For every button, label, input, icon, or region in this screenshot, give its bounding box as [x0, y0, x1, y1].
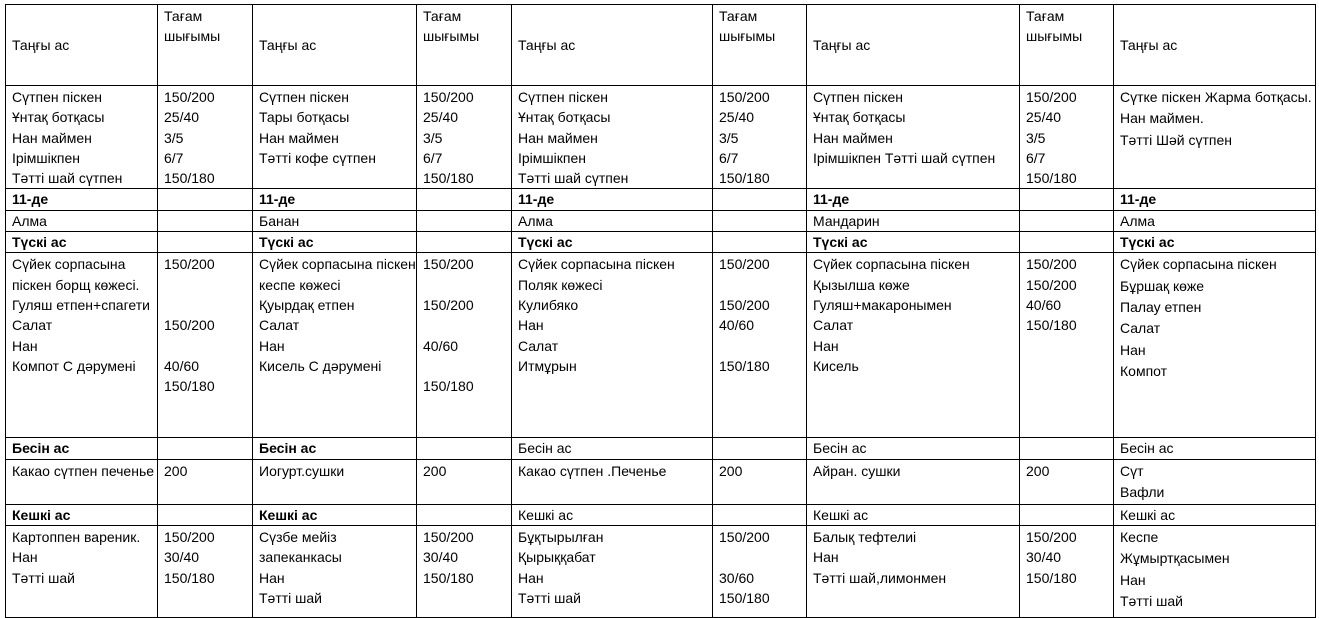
lunch-row — [6, 253, 1316, 438]
lunch-label-row — [6, 232, 1316, 253]
fruit-item: Алма — [512, 210, 713, 231]
breakfast-items: Сүтпен піскен Ұнтақ ботқасы Нан маймен Ірімшікпен Тәтті шай сүтпен — [512, 86, 713, 189]
dinner-label: Кешкі ас — [1114, 504, 1316, 525]
lunch-qty: 150/200 150/200 40/60 150/180 — [1020, 253, 1114, 438]
header-row — [6, 5, 1316, 86]
snack-label-row — [6, 438, 1316, 459]
lunch-items: Сүйек сорпасына піскен борщ көжесі. Гуляш етпен+спагети Салат Нан Компот С дәрумені — [6, 253, 158, 438]
at11-label: 11-де — [807, 189, 1020, 210]
snack-qty: 200 — [417, 459, 512, 504]
lunch-label: Түскі ас — [1114, 232, 1316, 253]
fruit-row — [6, 210, 1316, 231]
lunch-items: Сүйек сорпасына піскен кеспе көжесі Қуырдақ етпен Салат Нан Кисель С дәрумені — [253, 253, 417, 438]
empty-cell — [713, 438, 807, 459]
empty-cell — [158, 504, 253, 525]
portion-header: Тағам шығымы — [1020, 5, 1114, 86]
weekly-menu-table — [5, 4, 1316, 618]
empty-cell — [1020, 232, 1114, 253]
dinner-label: Кешкі ас — [6, 504, 158, 525]
snack-items: Сүт Вафли — [1114, 459, 1316, 504]
snack-items: Какао сүтпен печенье — [6, 459, 158, 504]
empty-cell — [713, 189, 807, 210]
snack-row — [6, 459, 1316, 504]
at11-label: 11-де — [253, 189, 417, 210]
breakfast-header: Таңғы ас — [1114, 5, 1316, 86]
breakfast-header: Таңғы ас — [253, 5, 417, 86]
lunch-qty: 150/200 150/200 40/60 150/180 — [417, 253, 512, 438]
empty-cell — [158, 232, 253, 253]
empty-cell — [713, 210, 807, 231]
dinner-label: Кешкі ас — [807, 504, 1020, 525]
dinner-qty: 150/200 30/60 150/180 — [713, 525, 807, 617]
snack-label: Бесін ас — [6, 438, 158, 459]
breakfast-qty: 150/200 25/40 3/5 6/7 150/180 — [417, 86, 512, 189]
dinner-qty: 150/200 30/40 150/180 — [1020, 525, 1114, 617]
empty-cell — [713, 504, 807, 525]
breakfast-qty: 150/200 25/40 3/5 6/7 150/180 — [713, 86, 807, 189]
lunch-qty: 150/200 150/200 40/60 150/180 — [713, 253, 807, 438]
breakfast-header: Таңғы ас — [6, 5, 158, 86]
lunch-label: Түскі ас — [807, 232, 1020, 253]
dinner-items: Сүзбе мейіз запеканкасы Нан Тәтті шай — [253, 525, 417, 617]
empty-cell — [713, 232, 807, 253]
snack-label: Бесін ас — [253, 438, 417, 459]
snack-qty: 200 — [1020, 459, 1114, 504]
breakfast-items: Сүтпен піскен Ұнтақ ботқасы Нан маймен Ірімшікпен Тәтті шай сүтпен — [807, 86, 1020, 189]
fruit-item: Алма — [6, 210, 158, 231]
dinner-qty: 150/200 30/40 150/180 — [158, 525, 253, 617]
at11-label: 11-де — [6, 189, 158, 210]
at11-label-row — [6, 189, 1316, 210]
portion-header: Тағам шығымы — [713, 5, 807, 86]
breakfast-header: Таңғы ас — [512, 5, 713, 86]
dinner-items: Картоппен вареник. Нан Тәтті шай — [6, 525, 158, 617]
empty-cell — [1020, 438, 1114, 459]
empty-cell — [417, 210, 512, 231]
dinner-items: Бұқтырылған Қырыққабат Нан Тәтті шай — [512, 525, 713, 617]
empty-cell — [417, 232, 512, 253]
breakfast-qty: 150/200 25/40 3/5 6/7 150/180 — [158, 86, 253, 189]
empty-cell — [1020, 189, 1114, 210]
breakfast-qty: 150/200 25/40 3/5 6/7 150/180 — [1020, 86, 1114, 189]
dinner-row — [6, 525, 1316, 617]
breakfast-items: Сүтпен піскен Ұнтақ ботқасы Нан маймен Ірімшікпен Тәтті шай сүтпен — [6, 86, 158, 189]
dinner-label: Кешкі ас — [512, 504, 713, 525]
dinner-items: Кеспе Жұмыртқасымен Нан Тәтті шай — [1114, 525, 1316, 617]
dinner-label: Кешкі ас — [253, 504, 417, 525]
at11-label: 11-де — [1114, 189, 1316, 210]
empty-cell — [158, 438, 253, 459]
dinner-label-row — [6, 504, 1316, 525]
lunch-items: Сүйек сорпасына піскен Бұршақ көже Палау етпен Салат Нан Компот — [1114, 253, 1316, 438]
empty-cell — [417, 438, 512, 459]
lunch-label: Түскі ас — [6, 232, 158, 253]
snack-items: Айран. сушки — [807, 459, 1020, 504]
dinner-items: Балық тефтелиі Нан Тәтті шай,лимонмен — [807, 525, 1020, 617]
breakfast-header: Таңғы ас — [807, 5, 1020, 86]
at11-label: 11-де — [512, 189, 713, 210]
empty-cell — [158, 189, 253, 210]
snack-label: Бесін ас — [1114, 438, 1316, 459]
fruit-item: Алма — [1114, 210, 1316, 231]
lunch-items: Сүйек сорпасына піскен Қызылша көже Гуляш+макаронымен Салат Нан Кисель — [807, 253, 1020, 438]
snack-items: Иогурт.сушки — [253, 459, 417, 504]
portion-header: Тағам шығымы — [417, 5, 512, 86]
breakfast-row — [6, 86, 1316, 189]
empty-cell — [1020, 210, 1114, 231]
portion-header: Тағам шығымы — [158, 5, 253, 86]
lunch-label: Түскі ас — [512, 232, 713, 253]
snack-label: Бесін ас — [807, 438, 1020, 459]
snack-qty: 200 — [158, 459, 253, 504]
fruit-item: Мандарин — [807, 210, 1020, 231]
breakfast-items: Сүтке піскен Жарма ботқасы. Нан маймен. Тәтті Шәй сүтпен — [1114, 86, 1316, 189]
lunch-qty: 150/200 150/200 40/60 150/180 — [158, 253, 253, 438]
snack-items: Какао сүтпен .Печенье — [512, 459, 713, 504]
fruit-item: Банан — [253, 210, 417, 231]
empty-cell — [1020, 504, 1114, 525]
snack-qty: 200 — [713, 459, 807, 504]
empty-cell — [158, 210, 253, 231]
empty-cell — [417, 504, 512, 525]
lunch-items: Сүйек сорпасына піскен Поляк көжесі Кулибяко Нан Салат Итмұрын — [512, 253, 713, 438]
snack-label: Бесін ас — [512, 438, 713, 459]
empty-cell — [417, 189, 512, 210]
lunch-label: Түскі ас — [253, 232, 417, 253]
dinner-qty: 150/200 30/40 150/180 — [417, 525, 512, 617]
breakfast-items: Сүтпен піскен Тары ботқасы Нан маймен Тәтті кофе сүтпен — [253, 86, 417, 189]
